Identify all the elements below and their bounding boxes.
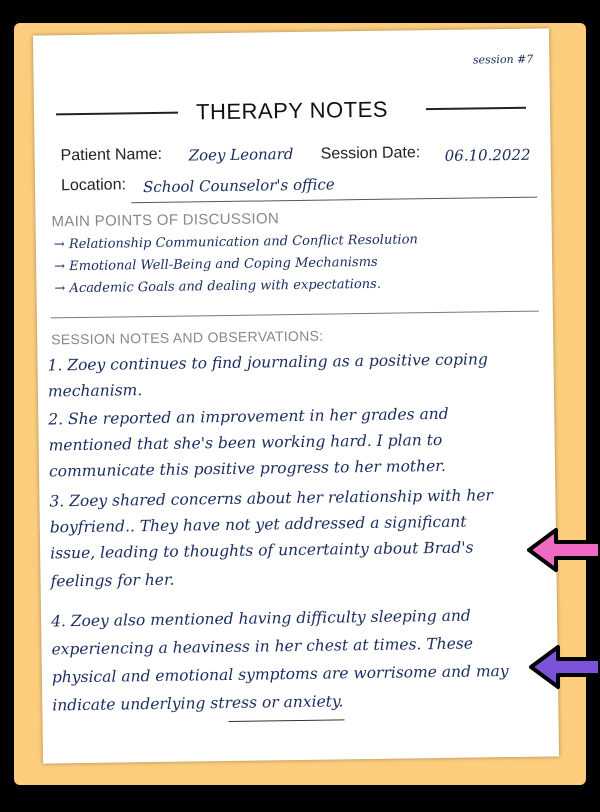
patient-name-label: Patient Name: bbox=[60, 145, 163, 165]
list-item: → Emotional Well-Being and Coping Mechanisms bbox=[54, 254, 378, 275]
purple-arrow-icon bbox=[528, 644, 600, 690]
section-divider bbox=[51, 311, 539, 319]
session-date-label: Session Date: bbox=[320, 144, 421, 163]
note-line: 4. Zoey also mentioned having difficulty sleeping and bbox=[50, 606, 471, 631]
note-line: boyfriend.. They have not yet addressed a significant bbox=[49, 512, 467, 537]
observations-heading: SESSION NOTES AND OBSERVATIONS: bbox=[51, 327, 324, 348]
note-line: indicate underlying stress or anxiety. bbox=[52, 692, 344, 715]
session-date-value: 06.10.2022 bbox=[444, 145, 531, 165]
location-underline bbox=[131, 197, 537, 204]
note-line: mechanism. bbox=[47, 381, 143, 401]
location-label: Location: bbox=[60, 176, 127, 195]
page-title: THERAPY NOTES bbox=[195, 96, 389, 125]
note-line: 3. Zoey shared concerns about her relationship with her bbox=[49, 486, 494, 511]
note-line: 2. She reported an improvement in her grades and bbox=[48, 404, 449, 429]
discussion-heading: MAIN POINTS OF DISCUSSION bbox=[51, 210, 280, 231]
location-value: School Counselor's office bbox=[142, 175, 335, 197]
note-line: feelings for her. bbox=[50, 570, 175, 591]
patient-name-value: Zoey Leonard bbox=[188, 145, 294, 165]
list-item: → Relationship Communication and Conflict Resolution bbox=[53, 232, 418, 253]
pink-arrow-icon bbox=[526, 527, 600, 573]
note-line: communicate this positive progress to her mother. bbox=[48, 456, 446, 481]
note-line: issue, leading to thoughts of uncertainty about Brad's bbox=[50, 538, 474, 563]
note-line: 1. Zoey continues to find journaling as a positive coping bbox=[47, 350, 488, 375]
end-underline bbox=[229, 719, 345, 722]
note-line: mentioned that she's been working hard. I plan to bbox=[48, 430, 443, 455]
note-line: experiencing a heaviness in her chest at times. These bbox=[51, 634, 474, 659]
list-item: → Academic Goals and dealing with expectations. bbox=[54, 276, 382, 297]
session-number: session #7 bbox=[472, 52, 534, 67]
note-line: physical and emotional symptoms are worrisome and may bbox=[51, 662, 509, 687]
therapy-notes-sheet bbox=[33, 28, 559, 763]
